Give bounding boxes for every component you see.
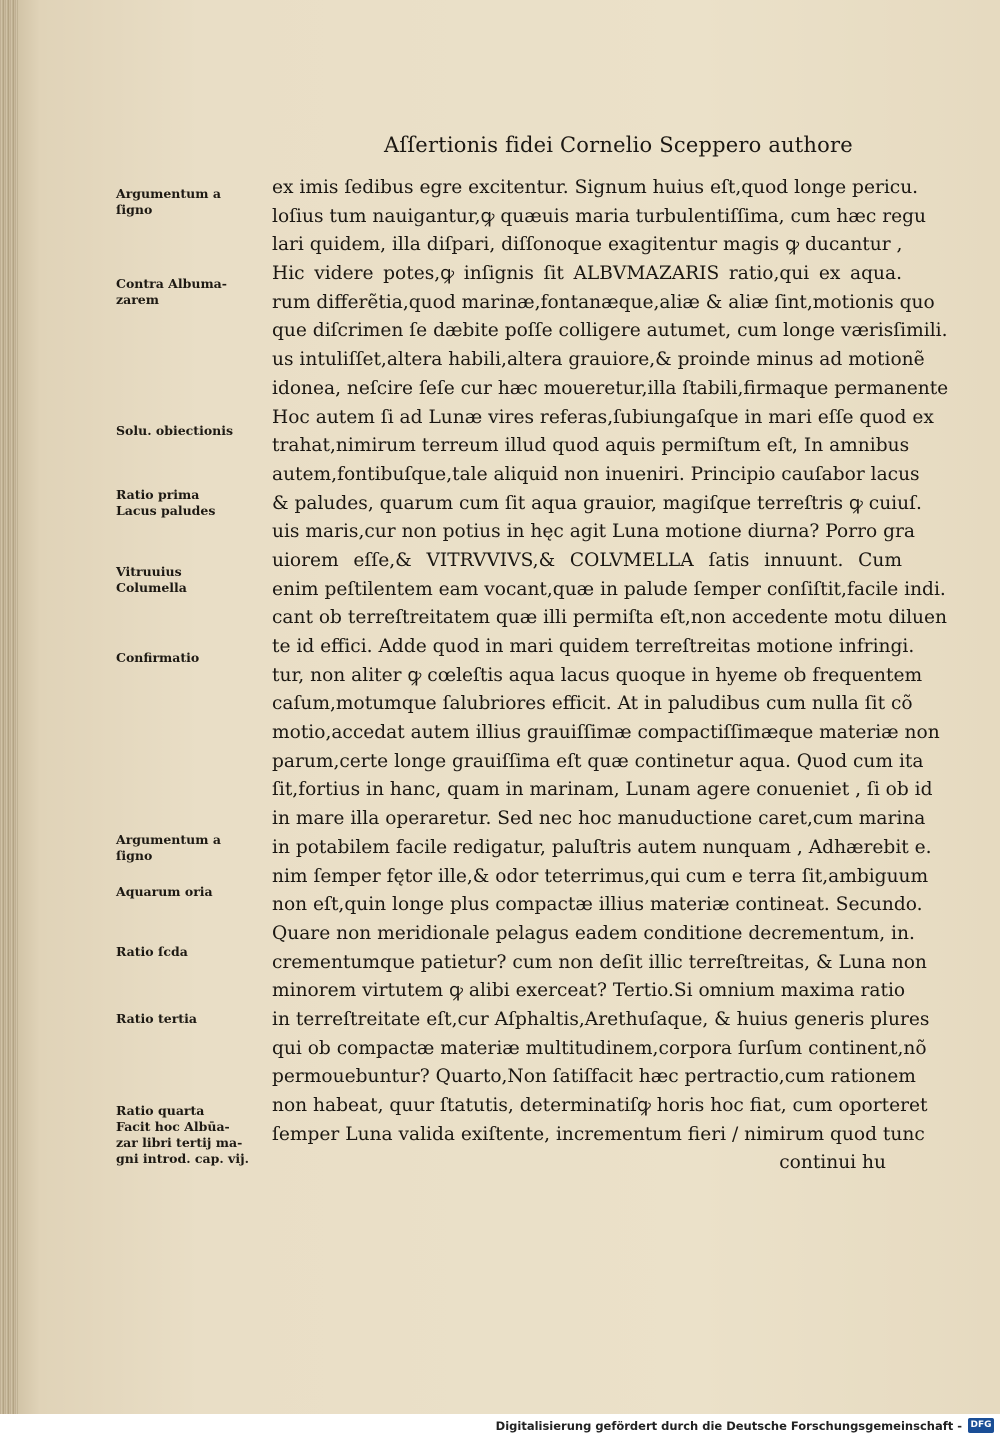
funding-notice: Digitalisierung gefördert durch die Deutsche Forschungsgemeinschaft - <box>495 1419 962 1433</box>
text-line: ſit,fortius in hanc, quam in marinam, Lunam agere conueniet , ſi ob id <box>272 779 933 801</box>
text-line: que diſcrimen ſe dæbite poſſe colligere autumet, cum longe værisſimili. <box>272 320 948 342</box>
text-line: loſius tum nauigantur,ꝙ quæuis maria turbulentiſſima, cum hæc regu <box>272 205 926 227</box>
text-line: Hic videre potes,ꝙ inſignis ſit ALBVMAZARIS ratio,qui ex aqua. <box>272 263 902 285</box>
text-line: enim peſtilentem eam vocant,quæ in palude ſemper conſiſtit,facile indi. <box>272 578 946 600</box>
margin-note: Contra Albuma- zarem <box>116 276 227 307</box>
text-line: te id effici. Adde quod in mari quidem terreſtreitas motione infringi. <box>272 636 915 657</box>
text-line: qui ob compactæ materiæ multitudinem,corpora ſurſum continent,nõ <box>272 1037 927 1059</box>
running-header: Aſſertionis fidei Cornelio Sceppero authore <box>384 133 853 157</box>
text-line: minorem virtutem ꝙ alibi exerceat? Tertio.Si omnium maxima ratio <box>272 980 906 1002</box>
text-line: caſum,motumque ſalubriores efficit. At in paludibus cum nulla ſit cõ <box>272 693 913 715</box>
text-line: parum,certe longe grauiſſima eſt quæ continetur aqua. Quod cum ita <box>272 750 924 772</box>
footer-bar <box>0 1414 1000 1438</box>
text-line: rum differẽtia,quod marinæ,fontanæque,aliæ & aliæ ſint,motionis quo <box>272 291 935 313</box>
page-edges <box>0 0 18 1414</box>
text-line: us intuliſſet,altera habili,altera grauiore,& proinde minus ad motionẽ <box>272 349 925 371</box>
text-line: trahat,nimirum terreum illud quod aquis permiſtum eſt, In amnibus <box>272 435 910 457</box>
text-line: uis maris,cur non potius in hęc agit Luna motione diurna? Porro gra <box>272 521 916 543</box>
body-text <box>272 174 949 1178</box>
margin-note: Argumentum a ſigno <box>116 186 221 217</box>
margin-note: Ratio tertia <box>116 1011 197 1026</box>
text-line: nim ſemper fętor ille,& odor teterrimus,qui cum e terra ſit,ambiguum <box>272 865 929 887</box>
text-line: Hoc autem ſi ad Lunæ vires referas,ſubiungaſque in mari eſſe quod ex <box>272 406 934 428</box>
text-line: in terreſtreitate eſt,cur Aſphaltis,Arethuſaque, & huius generis plures <box>272 1008 930 1030</box>
text-line: autem,fontibuſque,tale aliquid non inueniri. Principio cauſabor lacus <box>272 463 920 485</box>
text-line: ſemper Luna valida exiſtente, incrementum fieri / nimirum quod tunc <box>272 1123 925 1145</box>
text-line: cant ob terreſtreitatem quæ illi permiſta eſt,non accedente motu diluen <box>272 607 948 629</box>
margin-note: Vitruuius Columella <box>116 564 187 595</box>
margin-note: Confirmatio <box>116 650 200 665</box>
text-line: uiorem eſſe,& VITRVVIVS,& COLVMELLA ſatis innuunt. Cum <box>272 549 902 571</box>
margin-note: Solu. obiectionis <box>116 423 234 438</box>
text-line: non habeat, quur ſtatutis, determinatiſꝙ horis hoc fiat, cum oporteret <box>272 1095 928 1116</box>
text-line: lari quidem, illa diſpari, diſſonoque exagitentur magis ꝙ ducantur , <box>272 234 903 256</box>
margin-note: Argumentum a ſigno <box>116 832 221 863</box>
margin-note: Aquarum oria <box>116 884 213 899</box>
margin-note: Ratio ſcda <box>116 944 188 959</box>
text-line: in mare illa operaretur. Sed nec hoc manuductione caret,cum marina <box>272 808 926 830</box>
margin-note: Ratio prima Lacus paludes <box>116 487 216 518</box>
text-line: idonea, neſcire ſeſe cur hæc moueretur,illa ſtabili,firmaque permanente <box>272 377 949 399</box>
text-line: ex imis ſedibus egre excitentur. Signum huius eſt,quod longe pericu. <box>272 177 919 198</box>
text-line: Quare non meridionale pelagus eadem conditione decrementum, in. <box>272 922 915 944</box>
dfg-logo: DFG <box>968 1418 994 1433</box>
text-line: motio,accedat autem illius grauiſſimæ compactiſſimæque materiæ non <box>272 722 940 744</box>
margin-note: Ratio quarta Facit hoc Albūa- zar libri tertij ma- gni introd. cap. vij. <box>116 1103 249 1166</box>
text-line: & paludes, quarum cum ſit aqua grauior, magiſque terreſtris ꝙ cuiuſ. <box>272 492 922 514</box>
text-line: in potabilem facile redigatur, paluſtris autem nunquam , Adhærebit e. <box>272 836 932 858</box>
text-line: crementumque patietur? cum non deſit illic terreſtreitas, & Luna non <box>272 951 927 973</box>
text-line: permouebuntur? Quarto,Non ſatiſfacit hæc pertractio,cum rationem <box>272 1066 916 1088</box>
text-line: non eſt,quin longe plus compactæ illius materiæ contineat. Secundo. <box>272 894 923 916</box>
text-line: tur, non aliter ꝙ cœleſtis aqua lacus quoque in hyeme ob frequentem <box>272 664 923 686</box>
catchword: continui hu <box>779 1152 886 1174</box>
